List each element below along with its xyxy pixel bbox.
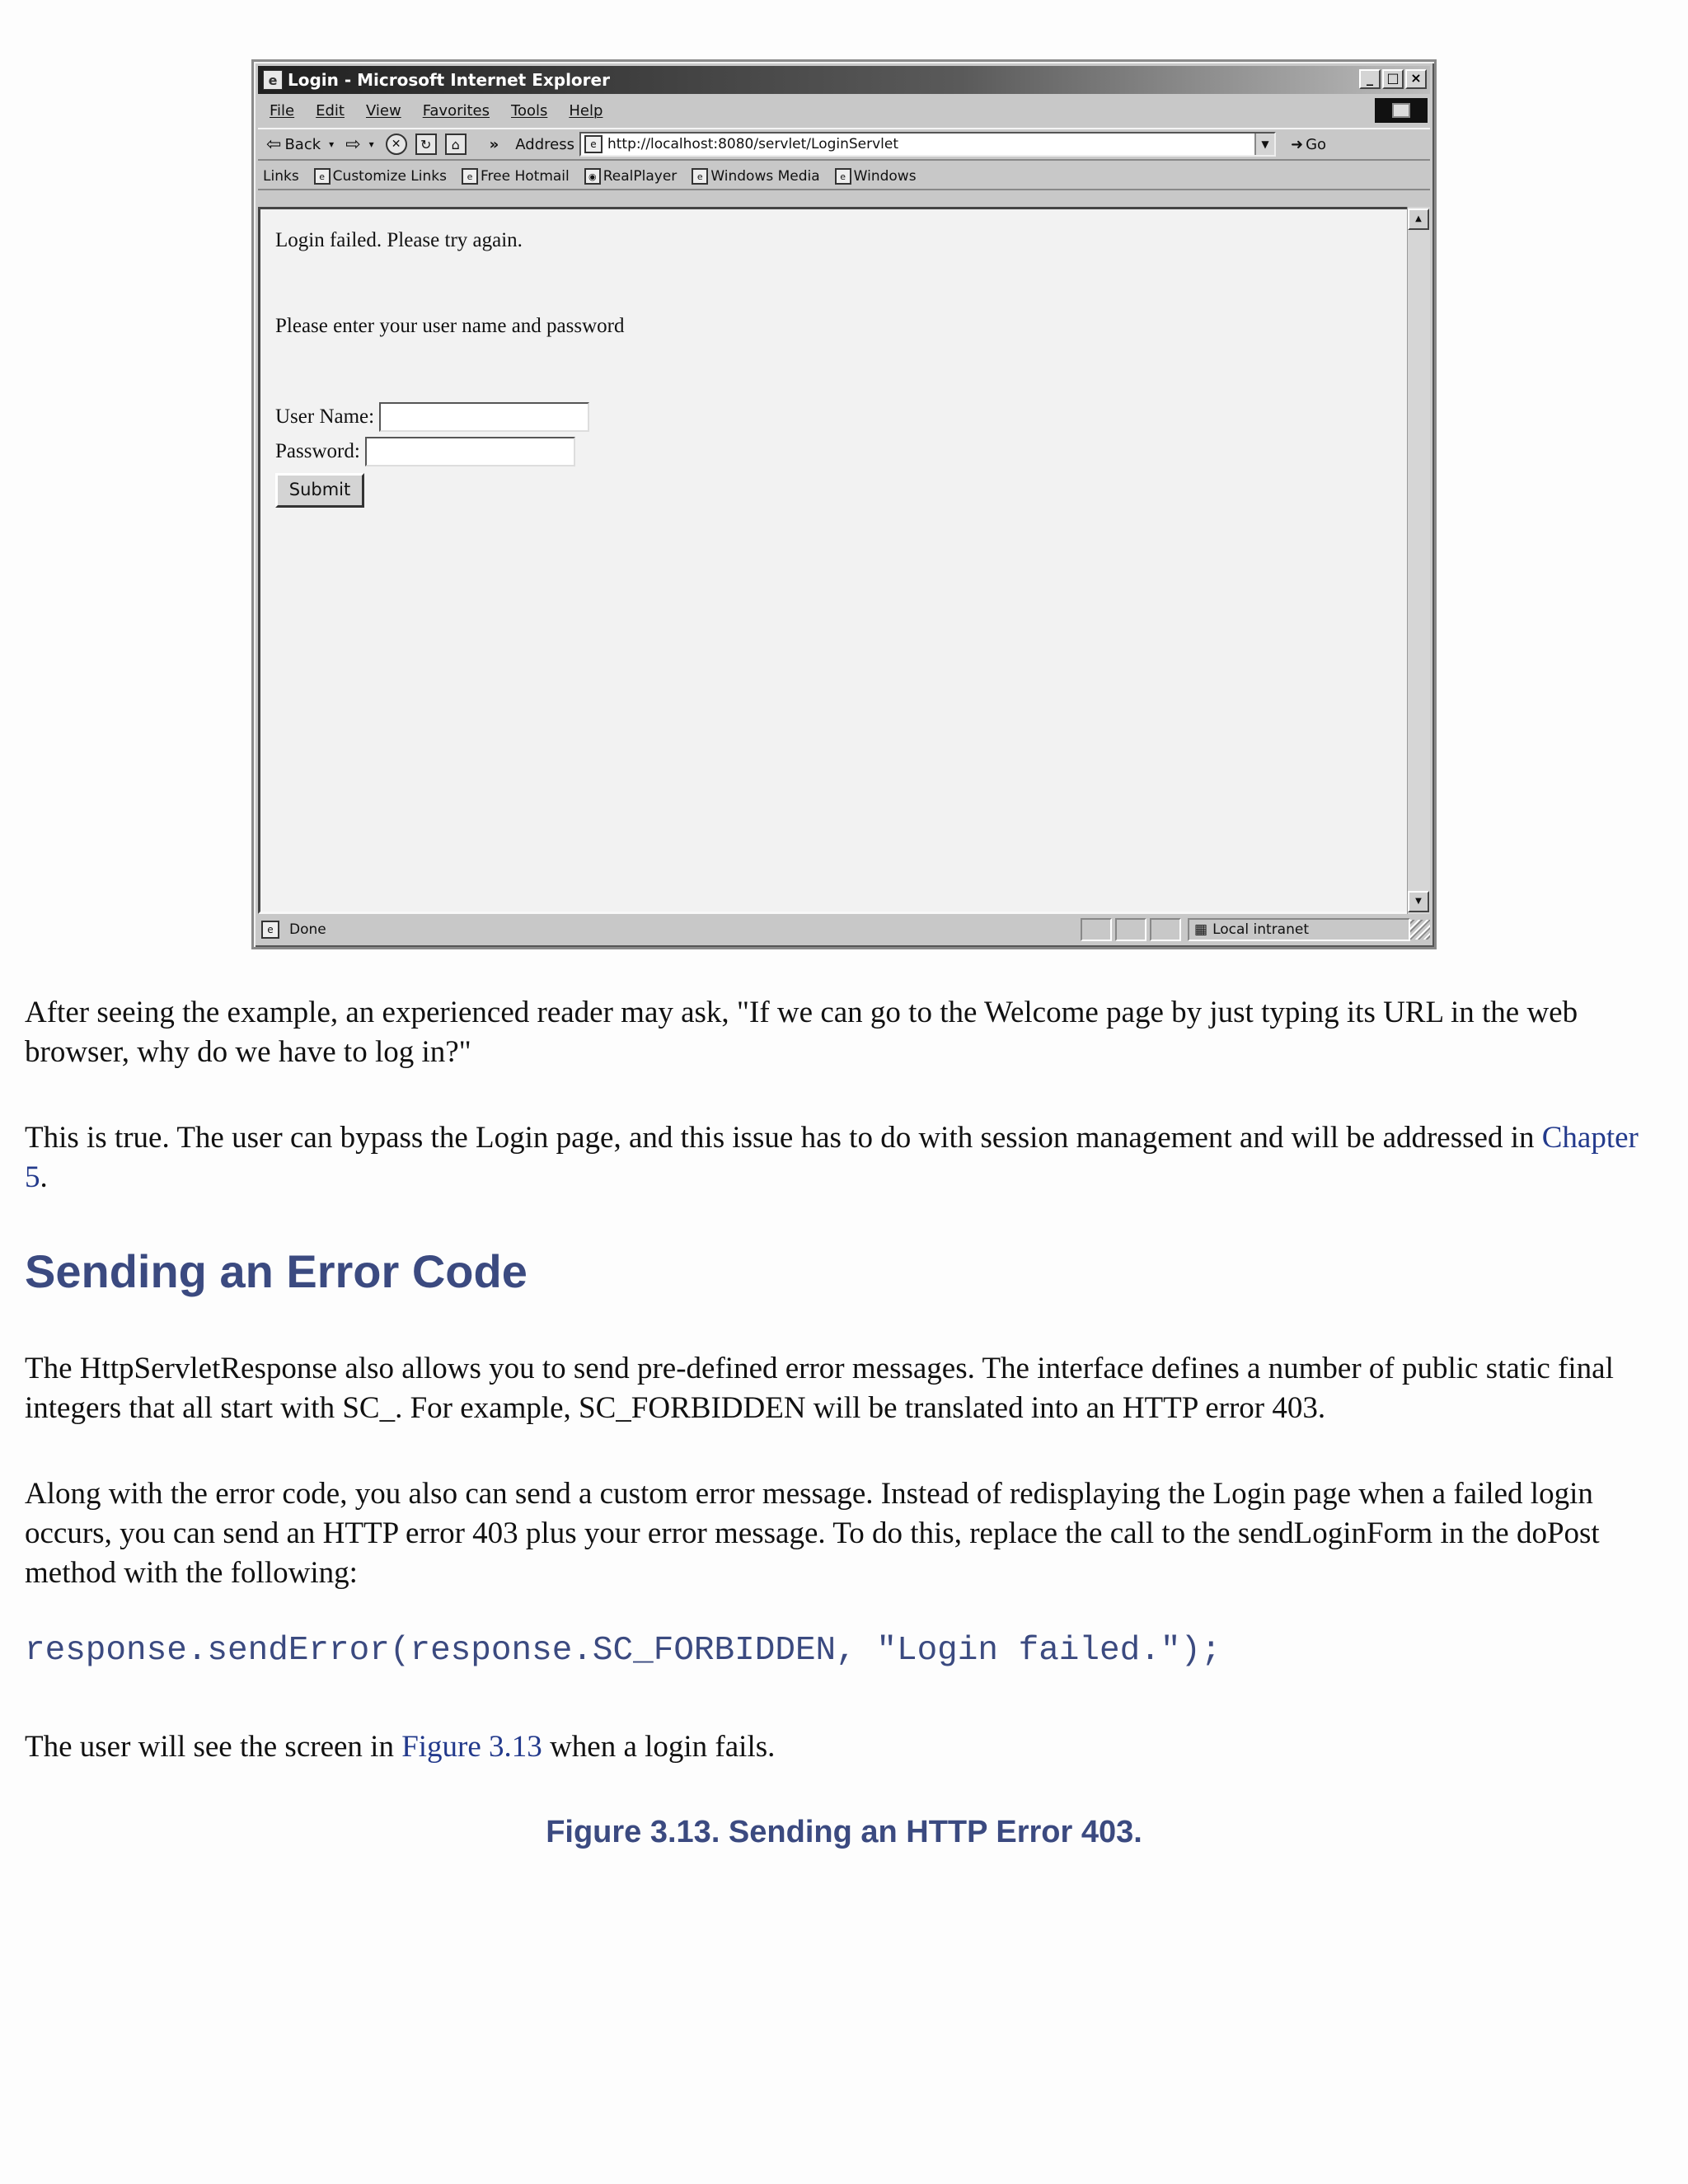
paragraph-bypass-end: . bbox=[40, 1160, 48, 1194]
figure-3-13-link[interactable]: Figure 3.13 bbox=[401, 1730, 542, 1764]
link-free-hotmail[interactable] bbox=[462, 168, 570, 185]
browser-screenshot-window bbox=[251, 59, 1437, 949]
go-arrow-icon: ➜ bbox=[1290, 135, 1304, 153]
menu-help[interactable]: Help bbox=[569, 101, 603, 120]
browser-content bbox=[258, 207, 1414, 914]
link-customize-links[interactable] bbox=[314, 168, 447, 185]
password-input[interactable] bbox=[365, 437, 575, 466]
vertical-scrollbar[interactable] bbox=[1407, 207, 1430, 914]
chapter-5-link[interactable]: Chapter 5 bbox=[25, 1121, 1639, 1194]
status-panel bbox=[1115, 918, 1146, 941]
paragraph-figure-text: The user will see the screen in bbox=[25, 1730, 402, 1764]
menu-edit[interactable]: Edit bbox=[316, 101, 345, 120]
page-icon: e bbox=[584, 135, 603, 153]
back-label: Back bbox=[284, 135, 321, 153]
realplayer-icon: ◉ bbox=[584, 168, 601, 185]
paragraph-bypass-text: This is true. The user can bypass the Login page, and this issue has to do with session management and will be addressed in bbox=[25, 1121, 1542, 1155]
title-bar bbox=[258, 66, 1430, 94]
go-button[interactable] bbox=[1291, 136, 1326, 153]
windows-logo-icon bbox=[1375, 98, 1428, 123]
back-button[interactable] bbox=[266, 134, 334, 155]
go-label: Go bbox=[1306, 135, 1327, 153]
password-label: Password: bbox=[275, 440, 360, 462]
toolbar-more-chevron[interactable]: » bbox=[489, 135, 499, 153]
menu-favorites[interactable]: Favorites bbox=[422, 101, 490, 120]
status-text: Done bbox=[289, 921, 326, 938]
paragraph-bypass bbox=[25, 1118, 1665, 1197]
address-url[interactable]: http://localhost:8080/servlet/LoginServlet bbox=[607, 136, 899, 152]
username-input[interactable] bbox=[379, 402, 589, 432]
status-bar bbox=[258, 916, 1430, 944]
link-label: Windows bbox=[853, 168, 917, 185]
scroll-down-icon[interactable]: ▼ bbox=[1408, 891, 1429, 912]
links-bar bbox=[258, 164, 1430, 190]
links-label: Links bbox=[263, 168, 299, 185]
back-dropdown-icon[interactable]: ▾ bbox=[329, 138, 335, 150]
username-row bbox=[275, 402, 589, 432]
menu-file[interactable]: File bbox=[270, 101, 295, 120]
close-button[interactable]: × bbox=[1405, 69, 1427, 89]
paragraph-figure-ref bbox=[25, 1727, 1665, 1767]
back-arrow-icon: ⇦ bbox=[266, 134, 282, 155]
resize-grip-icon[interactable] bbox=[1410, 920, 1430, 940]
paragraph-figure-end: when a login fails. bbox=[542, 1730, 776, 1764]
page-icon: e bbox=[835, 168, 851, 185]
minimize-button[interactable]: _ bbox=[1359, 69, 1381, 89]
status-panel bbox=[1081, 918, 1112, 941]
page-icon: e bbox=[314, 168, 331, 185]
link-windows[interactable] bbox=[835, 168, 917, 185]
page-icon: e bbox=[692, 168, 708, 185]
window-controls bbox=[1359, 69, 1427, 89]
page-done-icon: e bbox=[261, 921, 279, 939]
forward-arrow-icon: ⇨ bbox=[345, 134, 361, 155]
scroll-up-icon[interactable]: ▲ bbox=[1408, 209, 1429, 230]
intranet-icon: ▦ bbox=[1194, 921, 1208, 938]
address-dropdown-icon[interactable]: ▼ bbox=[1254, 134, 1274, 155]
menu-bar bbox=[258, 96, 1430, 124]
security-zone bbox=[1188, 918, 1410, 941]
section-heading: Sending an Error Code bbox=[25, 1245, 528, 1297]
login-prompt: Please enter your user name and password bbox=[275, 315, 625, 337]
username-label: User Name: bbox=[275, 405, 375, 428]
window-title: Login - Microsoft Internet Explorer bbox=[288, 70, 610, 90]
page-icon: e bbox=[462, 168, 478, 185]
maximize-button[interactable]: □ bbox=[1382, 69, 1404, 89]
address-bar[interactable] bbox=[579, 132, 1276, 157]
link-realplayer[interactable] bbox=[584, 168, 678, 185]
link-label: Free Hotmail bbox=[480, 168, 570, 185]
forward-button[interactable] bbox=[345, 134, 373, 155]
link-windows-media[interactable] bbox=[692, 168, 819, 185]
ie-logo-icon: e bbox=[263, 70, 283, 90]
login-error-message: Login failed. Please try again. bbox=[275, 229, 523, 251]
menu-tools[interactable]: Tools bbox=[511, 101, 548, 120]
code-snippet: response.sendError(response.SC_FORBIDDEN, "Login failed."); bbox=[25, 1632, 1221, 1670]
status-panel bbox=[1150, 918, 1181, 941]
link-label: RealPlayer bbox=[603, 168, 678, 185]
zone-label: Local intranet bbox=[1212, 921, 1309, 938]
paragraph-custom-message: Along with the error code, you also can send a custom error message. Instead of redisplaying the Login page when a failed login occurs, you can send an HTTP error 403 plus your error message. To do this, replace the call to the sendLoginForm in the doPost method with the following: bbox=[25, 1477, 1600, 1590]
home-icon[interactable]: ⌂ bbox=[445, 134, 467, 155]
paragraph-intro: After seeing the example, an experienced reader may ask, "If we can go to the Welcome page by just typing its URL in the web browser, why do we have to log in?" bbox=[25, 996, 1578, 1069]
refresh-icon[interactable]: ↻ bbox=[415, 134, 437, 155]
link-label: Customize Links bbox=[332, 168, 447, 185]
figure-caption: Figure 3.13. Sending an HTTP Error 403. bbox=[546, 1815, 1142, 1849]
link-label: Windows Media bbox=[710, 168, 820, 185]
address-label: Address bbox=[515, 135, 574, 153]
standard-toolbar bbox=[258, 128, 1430, 161]
stop-icon[interactable]: ✕ bbox=[386, 134, 407, 155]
forward-dropdown-icon[interactable]: ▾ bbox=[368, 138, 374, 150]
submit-button[interactable]: Submit bbox=[275, 473, 364, 508]
password-row bbox=[275, 437, 575, 466]
paragraph-error-messages: The HttpServletResponse also allows you to send pre-defined error messages. The interface defines a number of public static final integers that all start with SC_. For example, SC_FORBIDDEN will be translated into an HTTP error 403. bbox=[25, 1352, 1614, 1425]
menu-view[interactable]: View bbox=[365, 101, 401, 120]
